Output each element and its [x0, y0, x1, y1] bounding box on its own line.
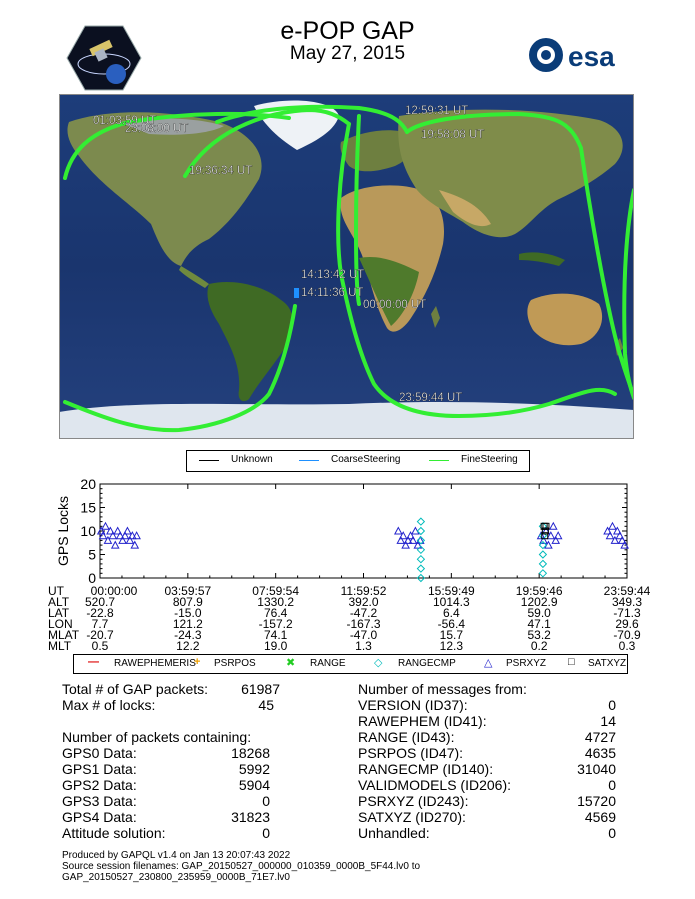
y-tick-label: 0	[88, 570, 96, 586]
footer-produced: Produced by GAPQL v1.4 on Jan 13 20:07:43 2022	[62, 850, 291, 861]
ephemeris-value: 76.4	[263, 606, 288, 620]
legend-label-fine: FineSteering	[461, 454, 518, 465]
psrxyz-point	[131, 542, 138, 549]
x-tick-label: 00:00:00	[90, 584, 138, 598]
y-axis-label: GPS Locks	[55, 495, 71, 567]
y-tick-label: 10	[80, 523, 96, 539]
gps-data-label: GPS1 Data:	[62, 761, 137, 777]
orbit-map	[59, 94, 634, 439]
ephemeris-row-label: LON	[48, 617, 73, 631]
x-tick-label: 03:59:57	[164, 584, 212, 598]
legend-swatch-fine	[429, 460, 449, 461]
messages-header: Number of messages from:	[358, 681, 527, 697]
psrxyz-point	[395, 528, 402, 535]
legend-symbol-psrpos: +	[194, 656, 201, 668]
message-count-value: 0	[608, 777, 616, 793]
legend-label-rangecmp: RANGECMP	[398, 658, 456, 669]
esa-logo-text: esa	[568, 41, 615, 72]
rangecmp-point	[539, 551, 546, 558]
legend-swatch-coarse	[299, 460, 319, 461]
message-count-value: 15720	[577, 793, 616, 809]
gps-data-value: 0	[262, 793, 270, 809]
orbit-time-label: 19:36:34 UT	[189, 165, 253, 177]
ephemeris-value: 121.2	[172, 617, 203, 631]
total-packets-label: Total # of GAP packets:	[62, 681, 209, 697]
legend-label-psrxyz: PSRXYZ	[506, 658, 547, 669]
coarse-steering-marker	[294, 288, 299, 298]
mission-logo	[66, 24, 142, 92]
gps-data-value: 18268	[231, 745, 270, 761]
legend-symbol-psrxyz: △	[484, 657, 493, 669]
containing-header: Number of packets containing:	[62, 729, 252, 745]
x-tick-label: 19:59:46	[515, 584, 563, 598]
ephemeris-row-label: MLT	[48, 639, 72, 653]
orbit-time-label: 14:13:42 UT	[301, 269, 365, 281]
y-tick-label: 15	[80, 499, 96, 516]
ephemeris-value: -71.3	[613, 606, 641, 620]
ephemeris-value: 6.4	[442, 606, 460, 620]
message-count-value: 4635	[584, 745, 616, 761]
orbit-time-label: 14:11:36 UT	[301, 287, 364, 299]
ephemeris-value: 1.3	[355, 639, 372, 653]
ephemeris-row-label: MLAT	[48, 628, 80, 642]
psrxyz-point	[552, 537, 559, 544]
psrxyz-point	[104, 537, 111, 544]
gps-data-value: 31823	[231, 809, 270, 825]
attitude-label: Attitude solution:	[62, 825, 166, 841]
psrxyz-point	[402, 542, 409, 549]
psrxyz-point	[611, 537, 618, 544]
ephemeris-value: 0.5	[91, 639, 109, 653]
message-count-value: 0	[608, 825, 616, 841]
ephemeris-value: 0.2	[530, 639, 548, 653]
message-count-value: 4569	[584, 809, 616, 825]
page-title: e-POP GAP	[280, 17, 415, 45]
legend-label-psrpos: PSRPOS	[214, 658, 256, 669]
legend-label-range: RANGE	[310, 658, 346, 669]
psrxyz-point	[609, 523, 616, 530]
gps-data-label: GPS3 Data:	[62, 793, 137, 809]
ephemeris-value: 19.0	[263, 639, 288, 653]
ephemeris-value: 7.7	[91, 617, 109, 631]
message-count-value: 4727	[584, 729, 616, 745]
attitude-value: 0	[262, 825, 270, 841]
ephemeris-row-label: LAT	[48, 606, 70, 620]
gps-data-label: GPS0 Data:	[62, 745, 137, 761]
antarctica-landmass	[59, 402, 634, 439]
legend-swatch-unknown	[199, 460, 219, 461]
psrxyz-point	[409, 537, 416, 544]
orbit-time-label: 23:08:00 UT	[125, 123, 189, 135]
max-locks-value: 45	[258, 697, 274, 713]
message-count-label: RANGE (ID43):	[358, 729, 455, 745]
ephemeris-value: 29.6	[615, 617, 639, 631]
message-count-label: Unhandled:	[358, 825, 430, 841]
ephemeris-value: -56.4	[437, 617, 465, 631]
x-tick-label: 07:59:54	[252, 584, 300, 598]
psrxyz-point	[607, 532, 614, 539]
legend-symbol-rangecmp: ◇	[374, 657, 383, 669]
psrxyz-point	[119, 537, 126, 544]
ephemeris-value: 1014.3	[432, 595, 470, 609]
total-packets-value: 61987	[241, 681, 280, 697]
rangecmp-point	[417, 518, 424, 525]
x-tick-label: 11:59:52	[340, 584, 387, 598]
ephemeris-value: -70.9	[613, 628, 641, 642]
ephemeris-value: 59.0	[527, 606, 551, 620]
message-count-value: 0	[608, 697, 616, 713]
ephemeris-value: -22.8	[86, 606, 114, 620]
psrxyz-point	[122, 532, 129, 539]
gps-data-label: GPS4 Data:	[62, 809, 137, 825]
legend-symbol-rawephemeris: —	[88, 656, 99, 668]
ephemeris-value: -47.0	[349, 628, 378, 642]
message-count-label: VALIDMODELS (ID206):	[358, 777, 512, 793]
ephemeris-value: 349.3	[611, 595, 643, 609]
footer-source: Source session filenames: GAP_20150527_000000_010359_0000B_5F44.lv0 to	[62, 861, 421, 872]
page-date: May 27, 2015	[289, 43, 406, 64]
ephemeris-value: 47.1	[527, 617, 551, 631]
ephemeris-value: -167.3	[346, 617, 381, 631]
ephemeris-row-label: ALT	[48, 595, 70, 609]
ephemeris-value: 53.2	[527, 628, 551, 642]
ephemeris-value: -47.2	[349, 606, 378, 620]
message-count-label: VERSION (ID37):	[358, 697, 468, 713]
plot-points	[98, 518, 628, 581]
ephemeris-value: -20.7	[86, 628, 114, 642]
ephemeris-value: 1330.2	[257, 595, 294, 609]
gps-locks-chart	[52, 478, 642, 586]
ephemeris-value: -157.2	[258, 617, 293, 631]
legend-symbol-satxyz: □	[568, 656, 575, 668]
psrxyz-point	[109, 532, 116, 539]
message-count-label: PSRXYZ (ID243):	[358, 793, 469, 809]
x-tick-label: 15:59:49	[427, 584, 475, 598]
ephemeris-value: 520.7	[84, 595, 116, 609]
orbit-time-label: 23:59:44 UT	[399, 392, 463, 404]
ephemeris-value: 15.7	[439, 628, 463, 642]
psrxyz-point	[126, 537, 133, 544]
max-locks-label: Max # of locks:	[62, 697, 156, 713]
footer-source-end: GAP_20150527_230800_235959_0000B_71E7.lv0	[62, 872, 290, 883]
ephemeris-value: 807.9	[172, 595, 203, 609]
y-tick-label: 20	[80, 478, 96, 492]
rangecmp-point	[417, 565, 424, 572]
ephemeris-value: -15.0	[174, 606, 202, 620]
orbit-time-label: 00:00:00 UT	[363, 299, 427, 311]
x-tick-label: 23:59:44	[603, 584, 651, 598]
psrxyz-point	[397, 537, 404, 544]
legend-symbol-range: ✖	[286, 657, 296, 669]
rangecmp-point	[539, 570, 546, 577]
esa-logo	[528, 36, 634, 74]
ephemeris-value: 12.2	[176, 639, 200, 653]
message-count-label: RANGECMP (ID140):	[358, 761, 494, 777]
orbit-time-label: 12:59:31 UT	[405, 105, 469, 117]
rangecmp-point	[417, 556, 424, 563]
y-tick-label: 5	[88, 546, 96, 563]
legend-label-unknown: Unknown	[231, 454, 273, 465]
orbit-time-label: 01:03:59 UT	[93, 115, 157, 127]
legend-label-satxyz: SATXYZ	[588, 658, 627, 669]
ephemeris-value: -24.3	[174, 628, 202, 642]
message-count-label: RAWEPHEM (ID41):	[358, 713, 487, 729]
steering-legend	[186, 450, 530, 472]
message-legend	[73, 654, 628, 674]
psrxyz-point	[124, 528, 131, 535]
message-count-value: 31040	[577, 761, 616, 777]
ephemeris-value: 12.3	[439, 639, 463, 653]
legend-label-coarse: CoarseSteering	[331, 454, 401, 465]
gps-data-value: 5904	[238, 777, 270, 793]
legend-label-rawephemeris: RAWEPHEMERIS	[114, 658, 196, 669]
gps-data-value: 5992	[238, 761, 270, 777]
psrxyz-point	[400, 532, 407, 539]
ephemeris-value: 1202.9	[520, 595, 558, 609]
ephemeris-row-mlt	[48, 640, 648, 652]
psrxyz-point	[102, 523, 109, 530]
ephemeris-value: 74.1	[263, 628, 288, 642]
gps-data-label: GPS2 Data:	[62, 777, 137, 793]
psrxyz-point	[555, 532, 562, 539]
orbit-time-label: 19:58:08 UT	[421, 129, 485, 141]
ephemeris-row-label: UT	[48, 584, 64, 598]
message-count-label: SATXYZ (ID270):	[358, 809, 466, 825]
psrxyz-point	[550, 523, 557, 530]
ephemeris-value: 392.0	[348, 595, 379, 609]
message-count-label: PSRPOS (ID47):	[358, 745, 464, 761]
psrxyz-point	[112, 542, 119, 549]
rangecmp-point	[539, 560, 546, 567]
message-count-value: 14	[600, 713, 616, 729]
ephemeris-value: 0.3	[618, 639, 636, 653]
